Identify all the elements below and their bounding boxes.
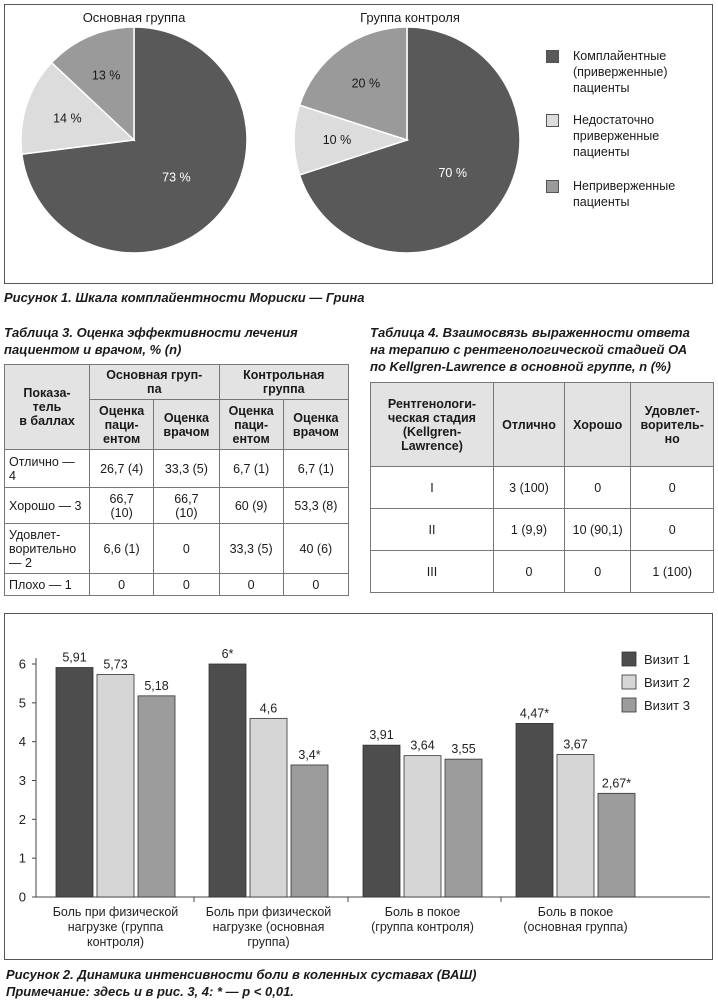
legend-line: пациенты <box>573 195 630 209</box>
y-tick-label: 5 <box>18 695 26 711</box>
legend-line: пациенты <box>573 145 630 159</box>
header-line: Контрольная <box>243 368 325 382</box>
bar <box>363 745 400 897</box>
row-label <box>5 450 90 488</box>
x-category-label: Боль в покое <box>384 905 461 919</box>
table-cell: 0 <box>564 467 630 509</box>
header-line: но <box>664 431 680 446</box>
table3-caption <box>4 324 298 358</box>
table3 <box>4 364 349 596</box>
bar <box>516 723 553 897</box>
bar-value-label: 5,18 <box>144 678 169 693</box>
header-line: Основная груп- <box>106 368 203 382</box>
table-cell: III <box>371 551 494 593</box>
label-line: — 2 <box>9 555 32 570</box>
bar <box>404 756 441 897</box>
table-cell: 0 <box>494 551 565 593</box>
bar-value-label: 3,55 <box>451 742 476 757</box>
table4-header <box>631 383 714 467</box>
header-line: Оценка <box>163 410 209 425</box>
x-category-label: (основная группа) <box>523 920 628 934</box>
table-cell: 6,6 (1) <box>90 524 154 574</box>
bar <box>445 759 482 897</box>
table-cell: 33,3 (5) <box>219 524 283 574</box>
table4-caption-line: по Kellgren-Lawrence в основной группе, n (%) <box>370 359 671 374</box>
table3-sub-patient <box>219 400 283 450</box>
cell-line: 66,7 <box>174 491 199 506</box>
bar-value-label: 4,6 <box>259 701 278 716</box>
table-cell: 0 <box>154 574 219 596</box>
cell-line: 66,7 <box>109 491 134 506</box>
header-line: Удовлет- <box>644 403 700 418</box>
header-line: паци- <box>234 417 269 432</box>
header-line: врачом <box>292 424 339 439</box>
bar <box>557 754 594 897</box>
pie-slice-label: 20 % <box>351 76 381 91</box>
bar <box>138 696 175 897</box>
table4-header: Отлично <box>494 383 565 467</box>
legend-line: пациенты <box>573 81 630 95</box>
y-tick-label: 6 <box>18 656 26 672</box>
table-cell: 33,3 (5) <box>154 450 219 488</box>
header-line: Lawrence) <box>401 438 463 453</box>
pie-slice-label: 14 % <box>53 111 82 126</box>
table-cell: 6,7 (1) <box>283 450 348 488</box>
header-line: ческая стадия <box>388 410 476 425</box>
table3-sub-doctor <box>154 400 219 450</box>
table-cell: 6,7 (1) <box>219 450 283 488</box>
table-row <box>5 450 349 488</box>
table-cell: 53,3 (8) <box>283 488 348 524</box>
bar-value-label: 5,73 <box>103 657 128 672</box>
label-line: Удовлет- <box>9 527 61 542</box>
table3-caption-line: Таблица 3. Оценка эффективности лечения <box>4 325 298 340</box>
header-line: Оценка <box>228 403 274 418</box>
bar-value-label: 4,47* <box>519 706 550 721</box>
table4 <box>370 382 714 593</box>
figure2-note: Примечание: здесь и в рис. 3, 4: * — p < 0,01. <box>6 984 294 999</box>
table-cell: 1 (9,9) <box>494 509 565 551</box>
table-cell: 0 <box>283 574 348 596</box>
pie-slice-label: 70 % <box>438 166 467 181</box>
table-cell: 60 (9) <box>219 488 283 524</box>
figure1-caption: Рисунок 1. Шкала комплайентности Мориски — Грина <box>4 290 365 305</box>
bar <box>209 664 246 897</box>
bar-chart <box>0 612 718 962</box>
table-cell: II <box>371 509 494 551</box>
pie1-title: Основная группа <box>82 10 186 25</box>
header-line: в баллах <box>19 414 75 428</box>
bar-value-label: 5,91 <box>62 650 87 665</box>
table4-header <box>371 383 494 467</box>
y-tick-label: 2 <box>18 811 26 827</box>
bar-value-label: 3,91 <box>369 728 394 743</box>
header-line: ентом <box>232 431 270 446</box>
y-tick-label: 1 <box>18 850 26 866</box>
legend-swatch <box>546 50 559 63</box>
x-category-label: нагрузке (основная <box>212 920 325 934</box>
table-cell <box>90 488 154 524</box>
legend-line: приверженные <box>573 129 660 143</box>
table-cell: 0 <box>154 524 219 574</box>
label-line: ворительно <box>9 541 77 556</box>
x-category-label: Боль в покое <box>537 905 614 919</box>
table3-col-header <box>5 365 90 450</box>
table-row <box>5 524 349 574</box>
table-cell: 10 (90,1) <box>564 509 630 551</box>
header-line: тель <box>32 400 62 414</box>
legend-line: Комплайентные <box>573 49 667 63</box>
header-line: Оценка <box>293 410 339 425</box>
bar-value-label: 3,67 <box>563 737 588 752</box>
table-cell: 26,7 (4) <box>90 450 154 488</box>
table-cell: 0 <box>219 574 283 596</box>
table4-caption-line: Таблица 4. Взаимосвязь выраженности ответа <box>370 325 690 340</box>
table4-caption <box>370 324 690 375</box>
legend-swatch <box>546 114 559 127</box>
bar <box>291 765 328 897</box>
table-cell: 0 <box>564 551 630 593</box>
x-category-label: контроля) <box>86 935 145 949</box>
legend-label: Визит 1 <box>644 652 690 667</box>
y-tick-label: 4 <box>18 734 26 750</box>
bar <box>56 667 93 897</box>
y-tick-label: 0 <box>18 889 26 905</box>
table4-header: Хорошо <box>564 383 630 467</box>
table-row <box>371 509 714 551</box>
x-category-label: нагрузке (группа <box>67 920 164 934</box>
row-label: Хорошо — 3 <box>5 488 90 524</box>
pie2-title: Группа контроля <box>360 10 460 25</box>
table-cell: 0 <box>631 467 714 509</box>
pie-slice-label: 73 % <box>162 170 191 185</box>
legend-line: (приверженные) <box>573 65 668 79</box>
legend-swatch <box>622 652 636 666</box>
table-cell: 1 (100) <box>631 551 714 593</box>
header-line: (Kellgren- <box>402 424 462 439</box>
header-line: группа <box>262 382 305 396</box>
header-line: па <box>147 382 162 396</box>
table-row <box>5 574 349 596</box>
table3-sub-doctor <box>283 400 348 450</box>
legend-swatch <box>622 698 636 712</box>
y-tick-label: 3 <box>18 773 26 788</box>
table-row <box>371 551 714 593</box>
bar-value-label: 3,4* <box>298 747 321 762</box>
table-cell: 0 <box>631 509 714 551</box>
cell-line: (10) <box>110 505 133 520</box>
header-line: ентом <box>103 431 141 446</box>
legend-label: Визит 3 <box>644 698 690 713</box>
header-line: Рентгенологи- <box>387 396 477 411</box>
table-cell: 3 (100) <box>494 467 565 509</box>
pie-slice-label: 13 % <box>91 68 121 83</box>
table4-caption-line: на терапию с рентгенологической стадией ОА <box>370 342 688 357</box>
x-category-label: Боль при физической <box>205 905 332 919</box>
legend-label <box>573 178 675 210</box>
header-line: Оценка <box>99 403 145 418</box>
table-cell <box>154 488 219 524</box>
row-label: Плохо — 1 <box>5 574 90 596</box>
x-category-label: (группа контроля) <box>371 920 474 934</box>
table3-group-control <box>219 365 348 400</box>
header-line: паци- <box>104 417 139 432</box>
legend-label <box>573 112 659 160</box>
legend-label <box>573 48 668 96</box>
bar <box>598 793 635 897</box>
pie-slice-label: 10 % <box>322 133 352 147</box>
bar-value-label: 2,67* <box>601 776 632 791</box>
bar <box>250 718 287 897</box>
table-cell: 40 (6) <box>283 524 348 574</box>
cell-line: (10) <box>175 505 198 520</box>
bar-value-label: 3,64 <box>410 738 435 753</box>
x-category-label: Боль при физической <box>52 905 179 919</box>
bar <box>97 674 134 897</box>
table-cell: 0 <box>90 574 154 596</box>
header-line: врачом <box>163 424 210 439</box>
legend-swatch <box>622 675 636 689</box>
label-line: 4 <box>9 468 16 483</box>
table3-sub-patient <box>90 400 154 450</box>
bar-value-label: 6* <box>221 647 234 661</box>
label-line: Отлично — <box>9 454 75 469</box>
x-category-label: группа) <box>247 935 290 949</box>
table-row <box>5 488 349 524</box>
legend-line: Недостаточно <box>573 113 655 127</box>
legend-line: Неприверженные <box>573 179 676 193</box>
legend-swatch <box>546 180 559 193</box>
table-cell: I <box>371 467 494 509</box>
table3-caption-line: пациентом и врачом, % (n) <box>4 342 182 357</box>
row-label <box>5 524 90 574</box>
header-line: Показа- <box>23 386 71 400</box>
header-line: воритель- <box>640 417 704 432</box>
table-row <box>371 467 714 509</box>
legend-label: Визит 2 <box>644 675 690 690</box>
figure2-caption: Рисунок 2. Динамика интенсивности боли в коленных суставах (ВАШ) <box>6 967 477 982</box>
table3-group-main <box>90 365 220 400</box>
